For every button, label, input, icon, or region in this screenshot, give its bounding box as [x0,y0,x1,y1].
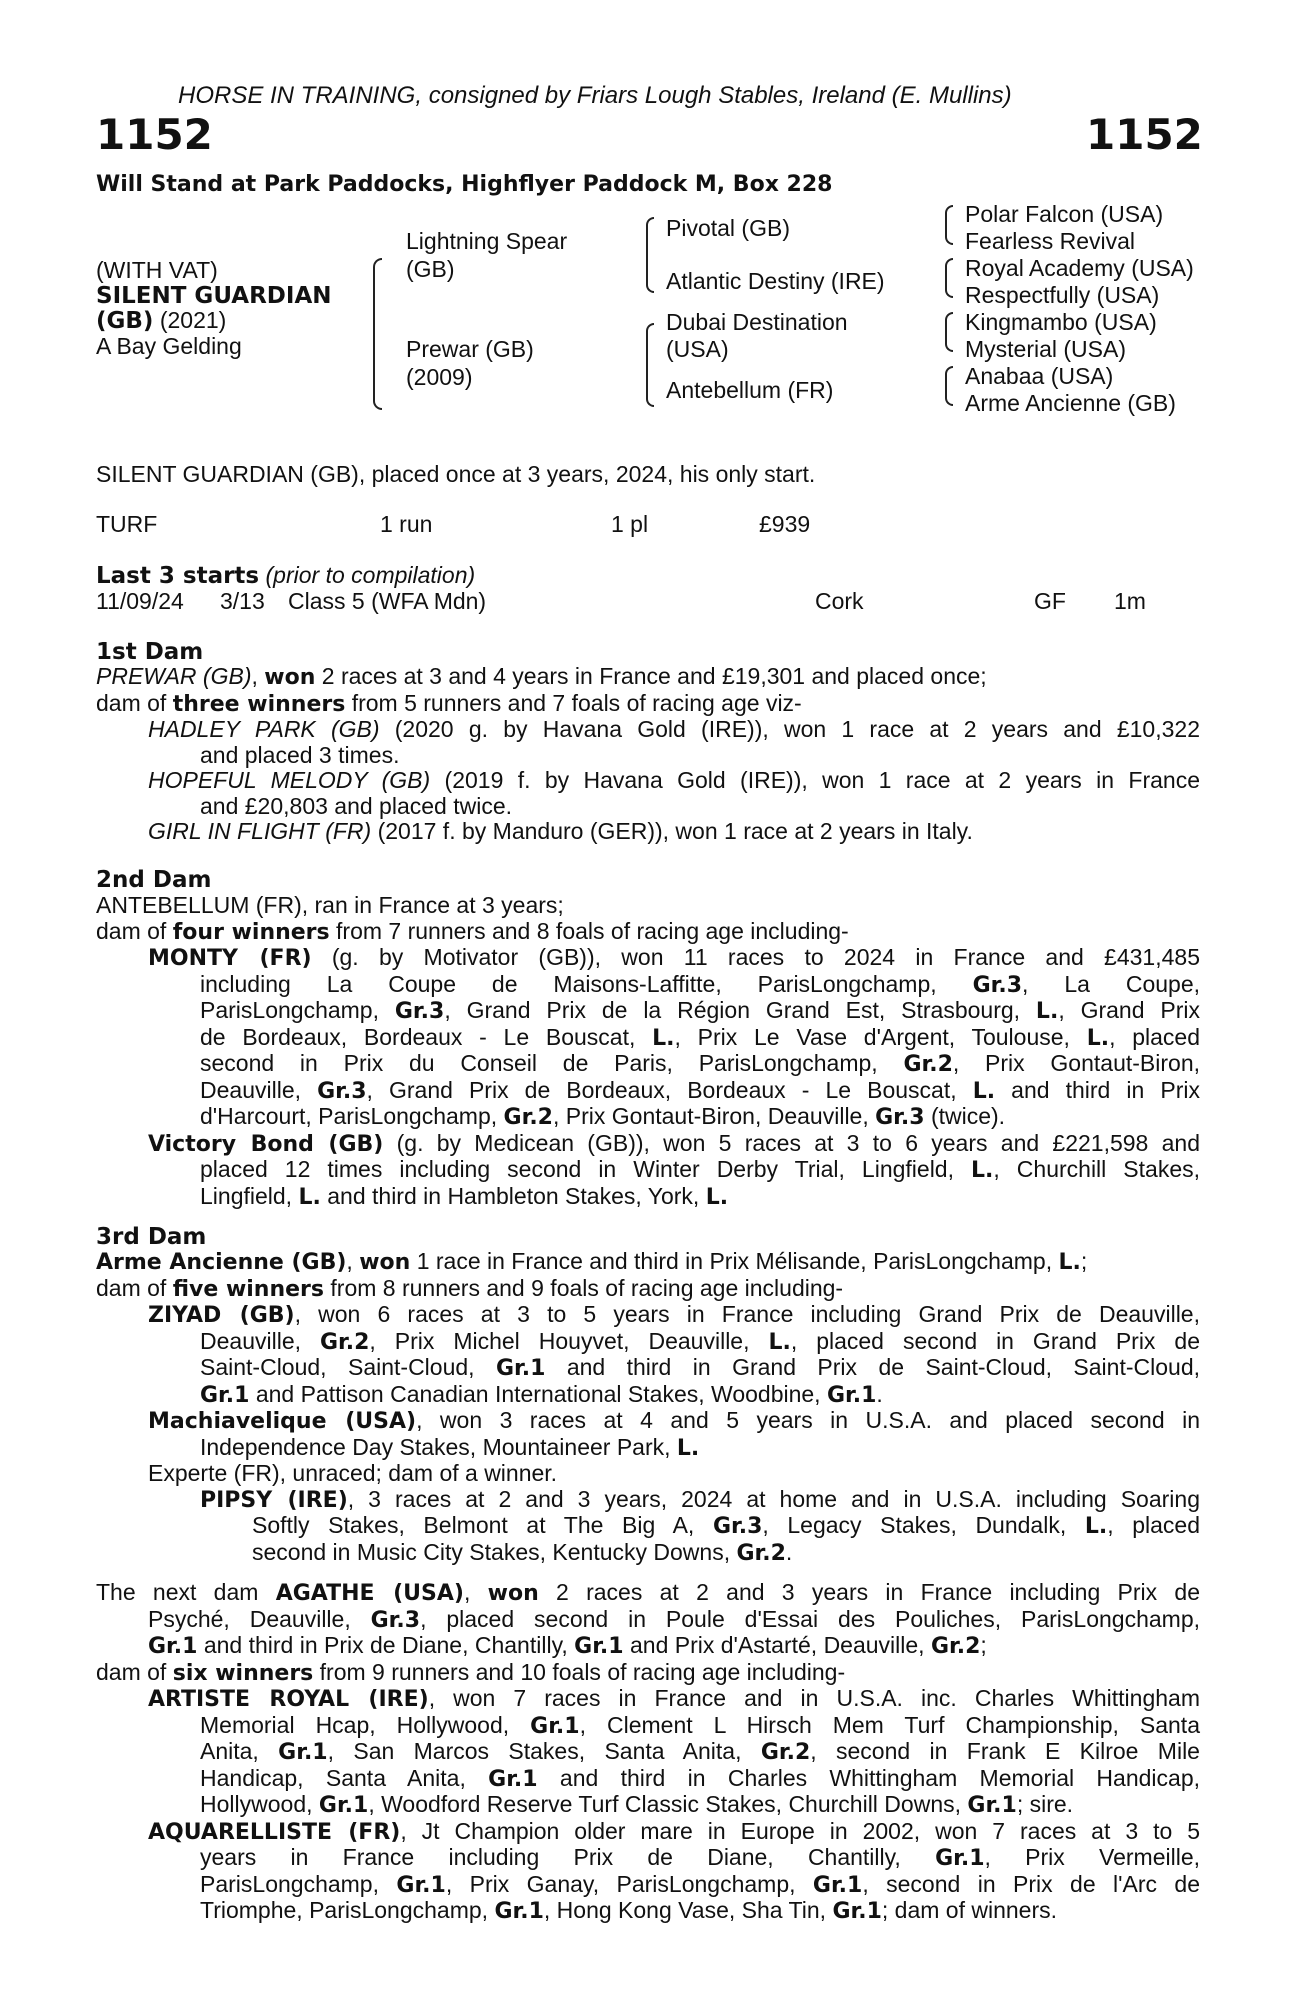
start-course: Cork [815,588,864,614]
start-distance: 1m [1114,588,1146,614]
race-summary: SILENT GUARDIAN (GB), placed once at 3 years, 2024, his only start. [96,461,816,487]
text-line: Saint-Cloud, Saint-Cloud, Gr.1 and third in Grand Prix de Saint-Cloud, Saint-Cloud, [200,1354,1200,1381]
text-line: HADLEY PARK (GB) (2020 g. by Havana Gold (IRE)), won 1 race at 2 years and £10,322 [148,716,1200,742]
pedigree-sire-country: (GB) [406,256,455,282]
text-line: ARTISTE ROYAL (IRE), won 7 races in France and in U.S.A. inc. Charles Whittingham [148,1685,1200,1712]
text-line: ParisLongchamp, Gr.3, Grand Prix de la Région Grand Est, Strasbourg, L., Grand Prix [200,997,1200,1024]
pedigree-sire: Lightning Spear [406,228,568,254]
text-line: Psyché, Deauville, Gr.3, placed second in Poule d'Essai des Pouliches, ParisLongchamp, [148,1605,1200,1633]
horse-country-year [96,308,226,335]
record-placed: 1 pl [611,511,649,537]
text-line: d'Harcourt, ParisLongchamp, Gr.2, Prix Gontaut-Biron, Deauville, Gr.3 (twice). [200,1103,1006,1130]
pedigree-g3-8: Arme Ancienne (GB) [965,390,1176,416]
pedigree-brace-main [373,258,382,410]
text-line: Machiavelique (USA), won 3 races at 4 and 5 years in U.S.A. and placed second in [148,1407,1200,1434]
text-line: Handicap, Santa Anita, Gr.1 and third in Charles Whittingham Memorial Handicap, [200,1764,1201,1792]
text-line: Independence Day Stakes, Mountaineer Park, L. [200,1433,700,1461]
text-line: including La Coupe de Maisons-Laffitte, ParisLongchamp, Gr.3, La Coupe, [200,970,1200,998]
pedigree-g3-2: Fearless Revival [965,228,1135,254]
pedigree-sire-dam: Atlantic Destiny (IRE) [666,268,885,294]
horse-description: A Bay Gelding [96,333,242,359]
pedigree-g3-1: Polar Falcon (USA) [965,201,1164,227]
pedigree-brace-g3-1 [945,205,953,245]
vat-note: (WITH VAT) [96,257,218,283]
lot-number-right: 1152 [1086,110,1203,159]
dam2-heading: 2nd Dam [96,867,212,893]
lot-number-left: 1152 [96,110,213,159]
text-line: HOPEFUL MELODY (GB) (2019 f. by Havana Gold (IRE)), won 1 race at 2 years in France [148,767,1200,793]
text-line: placed 12 times including second in Winter Derby Trial, Lingfield, L., Churchill Stakes, [200,1156,1200,1183]
dam3-section [96,1249,1200,1566]
dam1-section [96,664,1200,845]
text-line: dam of three winners from 5 runners and 7 foals of racing age viz- [96,689,802,717]
pedigree-dam-year: (2009) [406,364,473,390]
text-line: Memorial Hcap, Hollywood, Gr.1, Clement L Hirsch Mem Turf Championship, Santa [200,1711,1200,1739]
pedigree-dam-dam: Antebellum (FR) [666,377,834,403]
text-line: Arme Ancienne (GB), won 1 race in France and third in Prix Mélisande, ParisLongchamp, L.; [96,1248,1088,1275]
text-line: dam of six winners from 9 runners and 10 foals of racing age including- [96,1658,846,1686]
pedigree-g3-5: Kingmambo (USA) [965,309,1157,335]
next-dam-section [96,1580,1200,1925]
text-line: Deauville, Gr.3, Grand Prix de Bordeaux, Bordeaux - Le Bouscat, L. and third in Prix [200,1076,1201,1104]
pedigree-g3-6: Mysterial (USA) [965,336,1127,362]
horse-name: SILENT GUARDIAN [96,283,332,309]
text-line: Anita, Gr.1, San Marcos Stakes, Santa Anita, Gr.2, second in Frank E Kilroe Mile [200,1738,1200,1765]
pedigree-g3-3: Royal Academy (USA) [965,255,1194,281]
pedigree-brace-sire [646,217,654,293]
dam1-heading: 1st Dam [96,639,204,665]
text-line: Deauville, Gr.2, Prix Michel Houyvet, Deauville, L., placed second in Grand Prix de [200,1327,1200,1355]
record-surface: TURF [96,511,158,537]
text-line: Softly Stakes, Belmont at The Big A, Gr.3, Legacy Stakes, Dundalk, L., placed [252,1512,1200,1539]
text-line: ANTEBELLUM (FR), ran in France at 3 years; [96,892,564,918]
text-line: dam of four winners from 7 runners and 8 foals of racing age including- [96,917,849,945]
record-runs: 1 run [380,511,433,537]
text-line: Experte (FR), unraced; dam of a winner. [148,1460,558,1486]
text-line: PIPSY (IRE), 3 races at 2 and 3 years, 2024 at home and in U.S.A. including Soaring [200,1485,1200,1513]
last-starts-heading [96,563,475,590]
pedigree-brace-g3-3 [945,312,953,352]
dam3-heading: 3rd Dam [96,1224,207,1250]
text-line: dam of five winners from 8 runners and 9 foals of racing age including- [96,1274,844,1302]
text-line: Lingfield, L. and third in Hambleton Stakes, York, L. [200,1182,729,1210]
stable-location: Will Stand at Park Paddocks, Highflyer Paddock M, Box 228 [96,172,833,197]
start-race: Class 5 (WFA Mdn) [288,588,487,614]
text-line: The next dam AGATHE (USA), won 2 races at 2 and 3 years in France including Prix de [96,1579,1200,1606]
start-going: GF [1034,588,1066,614]
text-line: AQUARELLISTE (FR), Jt Champion older mare in Europe in 2002, won 7 races at 3 to 5 [148,1817,1200,1845]
horse-country: (GB) [96,308,154,334]
text-line: second in Music City Stakes, Kentucky Downs, Gr.2. [252,1538,793,1566]
last-starts-title: Last 3 starts [96,563,260,589]
dam2-section [96,893,1200,1210]
text-line: Triomphe, ParisLongchamp, Gr.1, Hong Kong Vase, Sha Tin, Gr.1; dam of winners. [200,1897,1058,1924]
consignment-line: HORSE IN TRAINING, consigned by Friars Lough Stables, Ireland (E. Mullins) [178,82,1012,109]
text-line: ParisLongchamp, Gr.1, Prix Ganay, ParisLongchamp, Gr.1, second in Prix de l'Arc de [200,1870,1201,1898]
text-line: PREWAR (GB), won 2 races at 3 and 4 years in France and £19,301 and placed once; [96,663,987,690]
text-line: GIRL IN FLIGHT (FR) (2017 f. by Manduro (GER)), won 1 race at 2 years in Italy. [148,818,973,844]
text-line: and £20,803 and placed twice. [200,792,513,819]
text-line: Gr.1 and third in Prix de Diane, Chantilly, Gr.1 and Prix d'Astarté, Deauville, Gr.2; [148,1632,987,1659]
text-line: Victory Bond (GB) (g. by Medicean (GB)), won 5 races at 3 to 6 years and £221,598 and [148,1129,1200,1157]
pedigree-g3-4: Respectfully (USA) [965,282,1160,308]
pedigree-dam: Prewar (GB) [406,336,534,362]
text-line: ZIYAD (GB), won 6 races at 3 to 5 years in France including Grand Prix de Deauville, [148,1301,1200,1328]
pedigree-sire-sire: Pivotal (GB) [666,215,790,241]
text-line: Hollywood, Gr.1, Woodford Reserve Turf Classic Stakes, Churchill Downs, Gr.1; sire. [200,1791,1074,1818]
text-line: Gr.1 and Pattison Canadian International Stakes, Woodbine, Gr.1. [200,1380,883,1408]
horse-year: (2021) [159,307,227,333]
text-line: MONTY (FR) (g. by Motivator (GB)), won 11 races to 2024 in France and £431,485 [148,944,1200,971]
start-date: 11/09/24 [96,588,184,614]
pedigree-dam-sire: Dubai Destination [666,309,848,335]
text-line: years in France including Prix de Diane, Chantilly, Gr.1, Prix Vermeille, [200,1844,1200,1871]
pedigree-brace-g3-2 [945,258,953,298]
pedigree-dam-sire-country: (USA) [666,336,729,362]
last-starts-note: (prior to compilation) [265,562,476,588]
text-line: and placed 3 times. [200,741,400,768]
pedigree-g3-7: Anabaa (USA) [965,363,1114,389]
text-line: second in Prix du Conseil de Paris, ParisLongchamp, Gr.2, Prix Gontaut-Biron, [200,1050,1200,1077]
text-line: de Bordeaux, Bordeaux - Le Bouscat, L., Prix Le Vase d'Argent, Toulouse, L., placed [200,1023,1200,1051]
pedigree-brace-g3-4 [945,366,953,406]
record-earnings: £939 [759,511,811,537]
pedigree-brace-dam [646,323,654,407]
start-position: 3/13 [220,588,265,614]
